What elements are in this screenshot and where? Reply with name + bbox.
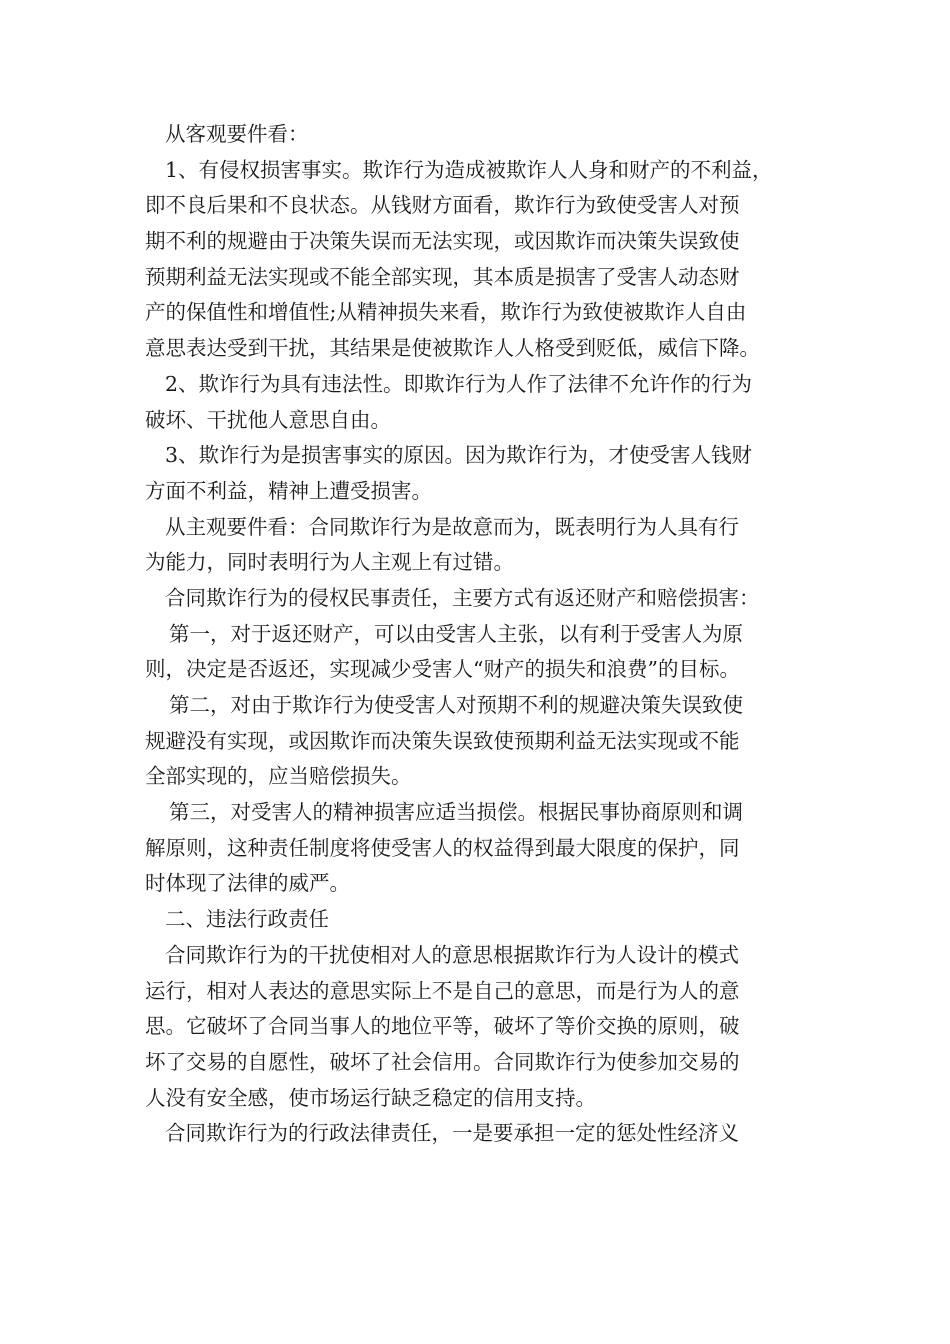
text-line: 意思表达受到干扰，其结果是使被欺诈人人格受到贬低，威信下降。 [145,336,760,361]
text-line: 期不利的规避由于决策失误而无法实现，或因欺诈而决策失误致使 [145,229,740,254]
text-line: 合同欺诈行为的干扰使相对人的意思根据欺诈行为人设计的模式 [165,942,739,967]
text-line: 破坏、干扰他人意思自由。 [145,407,391,432]
text-line: 预期利益无法实现或不能全部实现，其本质是损害了受害人动态财 [145,264,740,289]
text-line: 思。它破坏了合同当事人的地位平等，破坏了等价交换的原则，破 [145,1014,740,1039]
text-line: 1、有侵权损害事实。欺诈行为造成被欺诈人人身和财产的不利益， [165,157,773,182]
text-line: 解原则，这种责任制度将使受害人的权益得到最大限度的保护，同 [145,835,740,860]
text-line: 第一，对于返还财产，可以由受害人主张，以有利于受害人为原 [169,621,743,646]
document-body [145,117,810,1152]
text-line: 运行，相对人表达的意思实际上不是自己的意思，而是行为人的意 [145,978,740,1003]
text-line: 坏了交易的自愿性，破坏了社会信用。合同欺诈行为使参加交易的 [145,1049,740,1074]
text-line: 规避没有实现，或因欺诈而决策失误致使预期利益无法实现或不能 [145,728,740,753]
text-line: 则，决定是否返还，实现减少受害人“财产的损失和浪费”的目标。 [145,657,740,682]
section-heading: 二、违法行政责任 [165,907,329,932]
text-line: 产的保值性和增值性;从精神损失来看，欺诈行为致使被欺诈人自由 [145,300,747,325]
text-line: 第三，对受害人的精神损害应适当损偿。根据民事协商原则和调 [169,800,743,825]
text-line: 方面不利益，精神上遭受损害。 [145,478,432,503]
text-line: 合同欺诈行为的行政法律责任，一是要承担一定的惩处性经济义 [165,1121,739,1146]
text-line: 合同欺诈行为的侵权民事责任，主要方式有返还财产和赔偿损害： [165,585,760,610]
text-line: 第二，对由于欺诈行为使受害人对预期不利的规避决策失误致使 [169,693,743,717]
text-line: 从客观要件看： [165,122,309,146]
text-line: 全部实现的，应当赔偿损失。 [145,764,412,789]
text-line: 3、欺诈行为是损害事实的原因。因为欺诈行为，才使受害人钱财 [165,443,753,468]
text-line: 为能力，同时表明行为人主观上有过错。 [145,550,514,575]
text-line: 人没有安全感，使市场运行缺乏稳定的信用支持。 [145,1085,596,1110]
text-line: 2、欺诈行为具有违法性。即欺诈行为人作了法律不允许作的行为 [165,371,753,396]
text-line: 即不良后果和不良状态。从钱财方面看，欺诈行为致使受害人对预 [145,193,740,218]
text-line: 从主观要件看：合同欺诈行为是故意而为，既表明行为人具有行 [165,514,739,539]
text-line: 时体现了法律的威严。 [145,871,350,896]
